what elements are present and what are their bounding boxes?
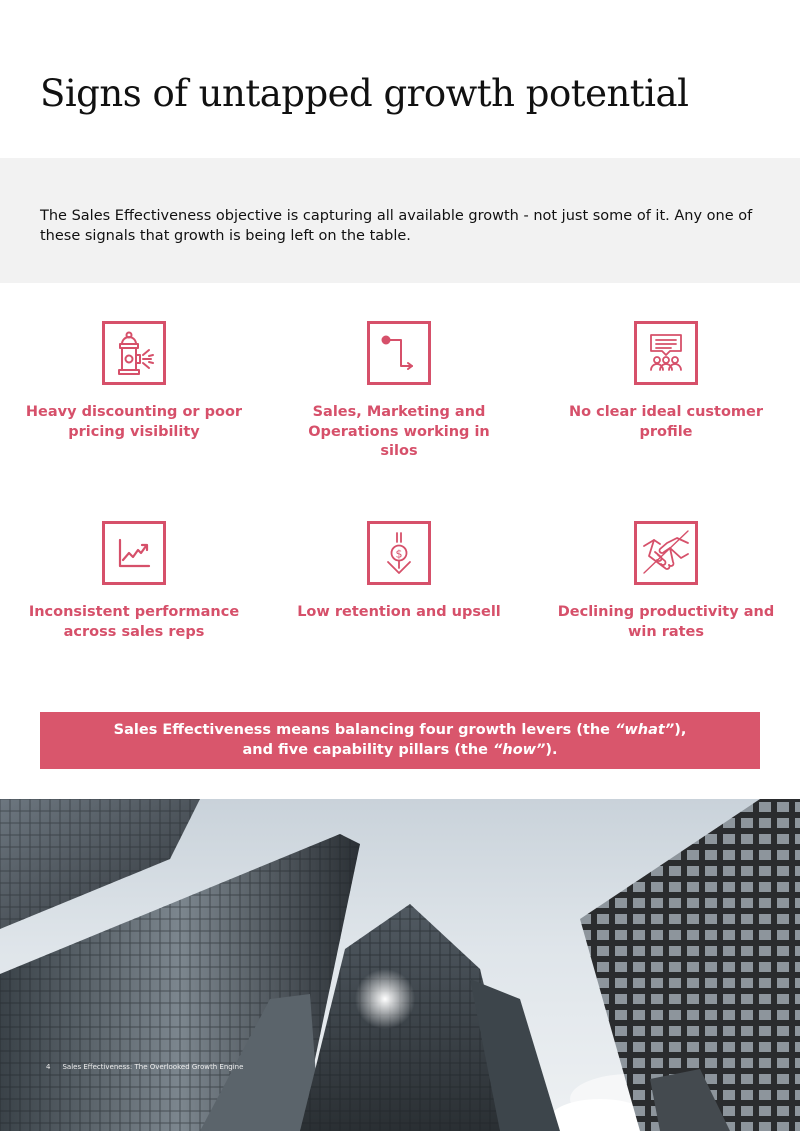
intro-band [0, 158, 800, 283]
signal-silos [289, 321, 509, 462]
signal-productivity [556, 521, 776, 642]
signal-performance [24, 521, 244, 642]
signal-label: Sales, Marketing and Operations working in silos [308, 404, 490, 459]
signal-pricing [24, 321, 244, 442]
banner-line-1: Sales Effectiveness means balancing four growth levers (the “what”), [113, 722, 687, 738]
signal-label: No clear ideal customer profile [568, 404, 764, 440]
signal-label: Inconsistent performance across sales reps [28, 604, 240, 640]
svg-text:$: $ [395, 547, 403, 561]
signal-customer-profile [556, 321, 776, 442]
audience-presentation-icon [634, 321, 698, 385]
page-title: Signs of untapped growth potential [40, 72, 689, 115]
intro-text: The Sales Effectiveness objective is capturing all available growth - not just some of it. Any one of these signals that growth is being left on the table. [40, 208, 753, 244]
banner-line-2: and five capability pillars (the “how”). [242, 741, 558, 758]
dollar-down-icon [367, 521, 431, 585]
signal-label: Low retention and upsell [297, 604, 501, 620]
key-message-banner [40, 712, 760, 769]
skyscrapers-photo [0, 799, 800, 1131]
page-number: 4 [46, 1063, 51, 1071]
line-chart-icon [102, 521, 166, 585]
handshake-icon [634, 521, 698, 585]
signal-label: Declining productivity and win rates [557, 604, 775, 640]
signal-label: Heavy discounting or poor pricing visibility [25, 404, 243, 440]
signal-retention [289, 521, 509, 623]
footer-text: Sales Effectiveness: The Overlooked Growth Engine [62, 1063, 244, 1071]
fire-hydrant-icon [102, 321, 166, 385]
process-flow-icon [367, 321, 431, 385]
page-footer [46, 1063, 243, 1071]
